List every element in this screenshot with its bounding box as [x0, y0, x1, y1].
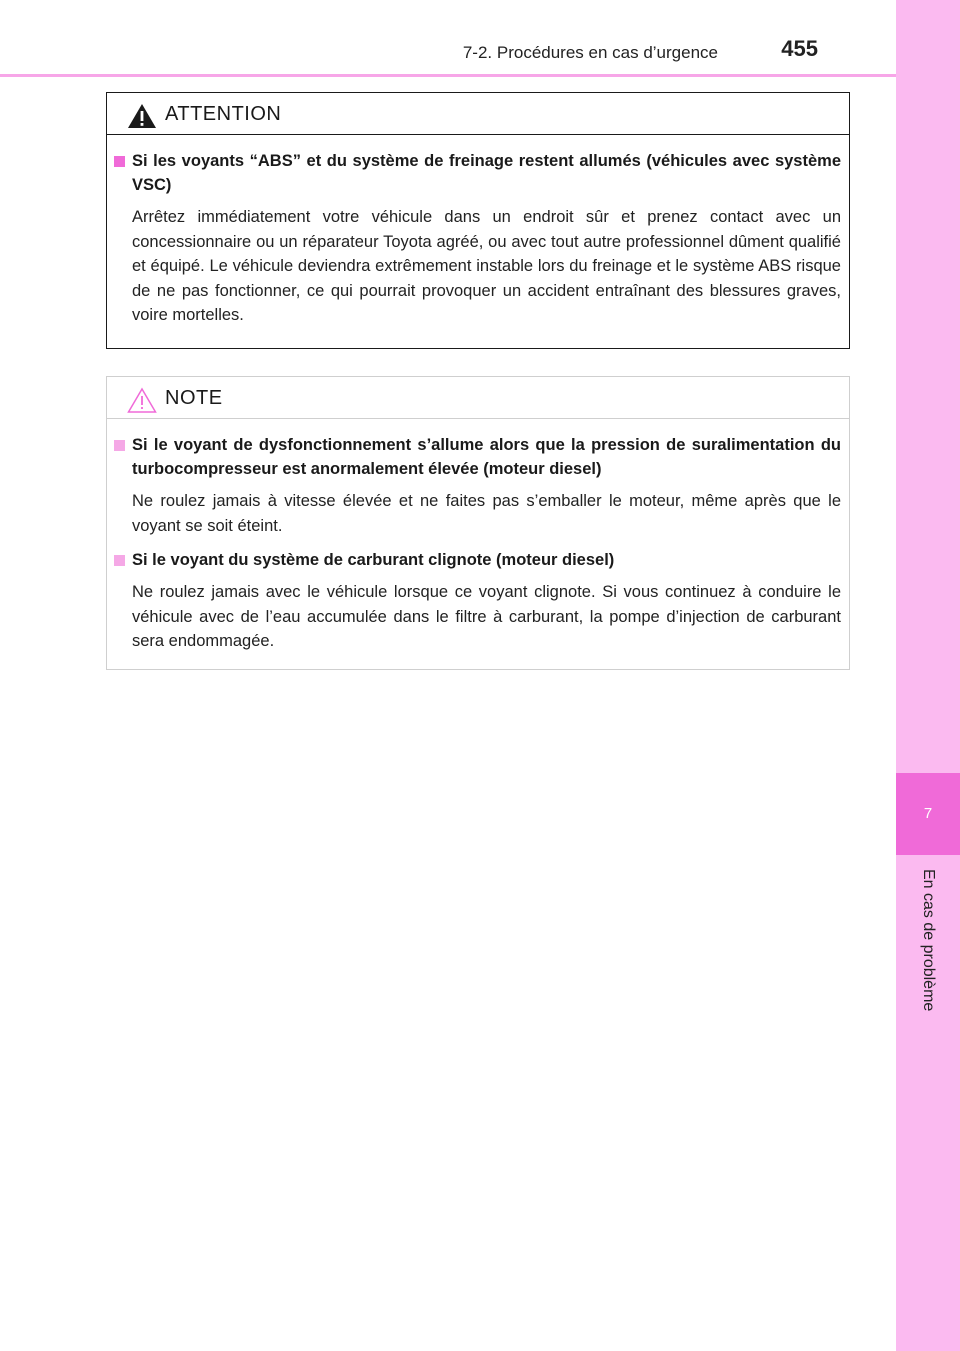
note-body: [107, 419, 849, 654]
attention-body: [107, 135, 849, 328]
note-box: [106, 376, 850, 670]
bullet-square-icon: [114, 440, 125, 451]
attention-item-text: Arrêtez immédiatement votre véhicule dans un endroit sûr et prenez contact avec un concessionnaire ou un réparateur Toyota agréé, ou avec tout autre professionnel dûment qualifié et équipé. Le véhicule deviendra extrêmement instable lors du freinage et le système ABS risque de ne pas fonctionner, ce qui pourrait provoquer un accident entraînant des blessures graves, voire mortelles.: [132, 208, 841, 324]
section-title: 7-2. Procédures en cas d’urgence: [462, 43, 718, 62]
chapter-number: 7: [923, 805, 933, 822]
chapter-number-block: [896, 773, 960, 855]
note-item-text: Ne roulez jamais à vitesse élevée et ne faites pas s’emballer le moteur, même après que le voyant se soit éteint.: [132, 492, 841, 535]
note-item-heading: [129, 548, 841, 572]
warning-triangle-icon: [127, 103, 157, 129]
chapter-title: En cas de problème: [920, 869, 937, 1012]
page-number: 455: [781, 36, 818, 61]
attention-title: ATTENTION: [165, 103, 282, 125]
attention-item-heading: [129, 149, 841, 197]
bullet-square-icon: [114, 156, 125, 167]
attention-box: [106, 92, 850, 349]
header-rule: [0, 74, 896, 77]
note-header: [107, 377, 849, 419]
note-item-heading-text: Si le voyant de dysfonctionnement s’allume alors que la pression de suralimentation du turbocompresseur est anormalement élevée (moteur diesel): [132, 436, 841, 478]
note-item-heading-text: Si le voyant du système de carburant clignote (moteur diesel): [132, 551, 615, 569]
bullet-square-icon: [114, 555, 125, 566]
chapter-side-tab: [896, 0, 960, 1351]
note-item-text: Ne roulez jamais avec le véhicule lorsque ce voyant clignote. Si vous continuez à conduire le véhicule avec de l’eau accumulée dans le filtre à carburant, la pompe d’injection de carburant sera endommagée.: [132, 583, 841, 650]
note-item-heading: [129, 433, 841, 481]
warning-triangle-outline-icon: [127, 387, 157, 413]
attention-header: [107, 93, 849, 135]
note-title: NOTE: [165, 387, 223, 409]
attention-item-heading-text: Si les voyants “ABS” et du système de freinage restent allumés (véhicules avec système VSC): [132, 152, 841, 194]
page-header: [0, 0, 896, 74]
